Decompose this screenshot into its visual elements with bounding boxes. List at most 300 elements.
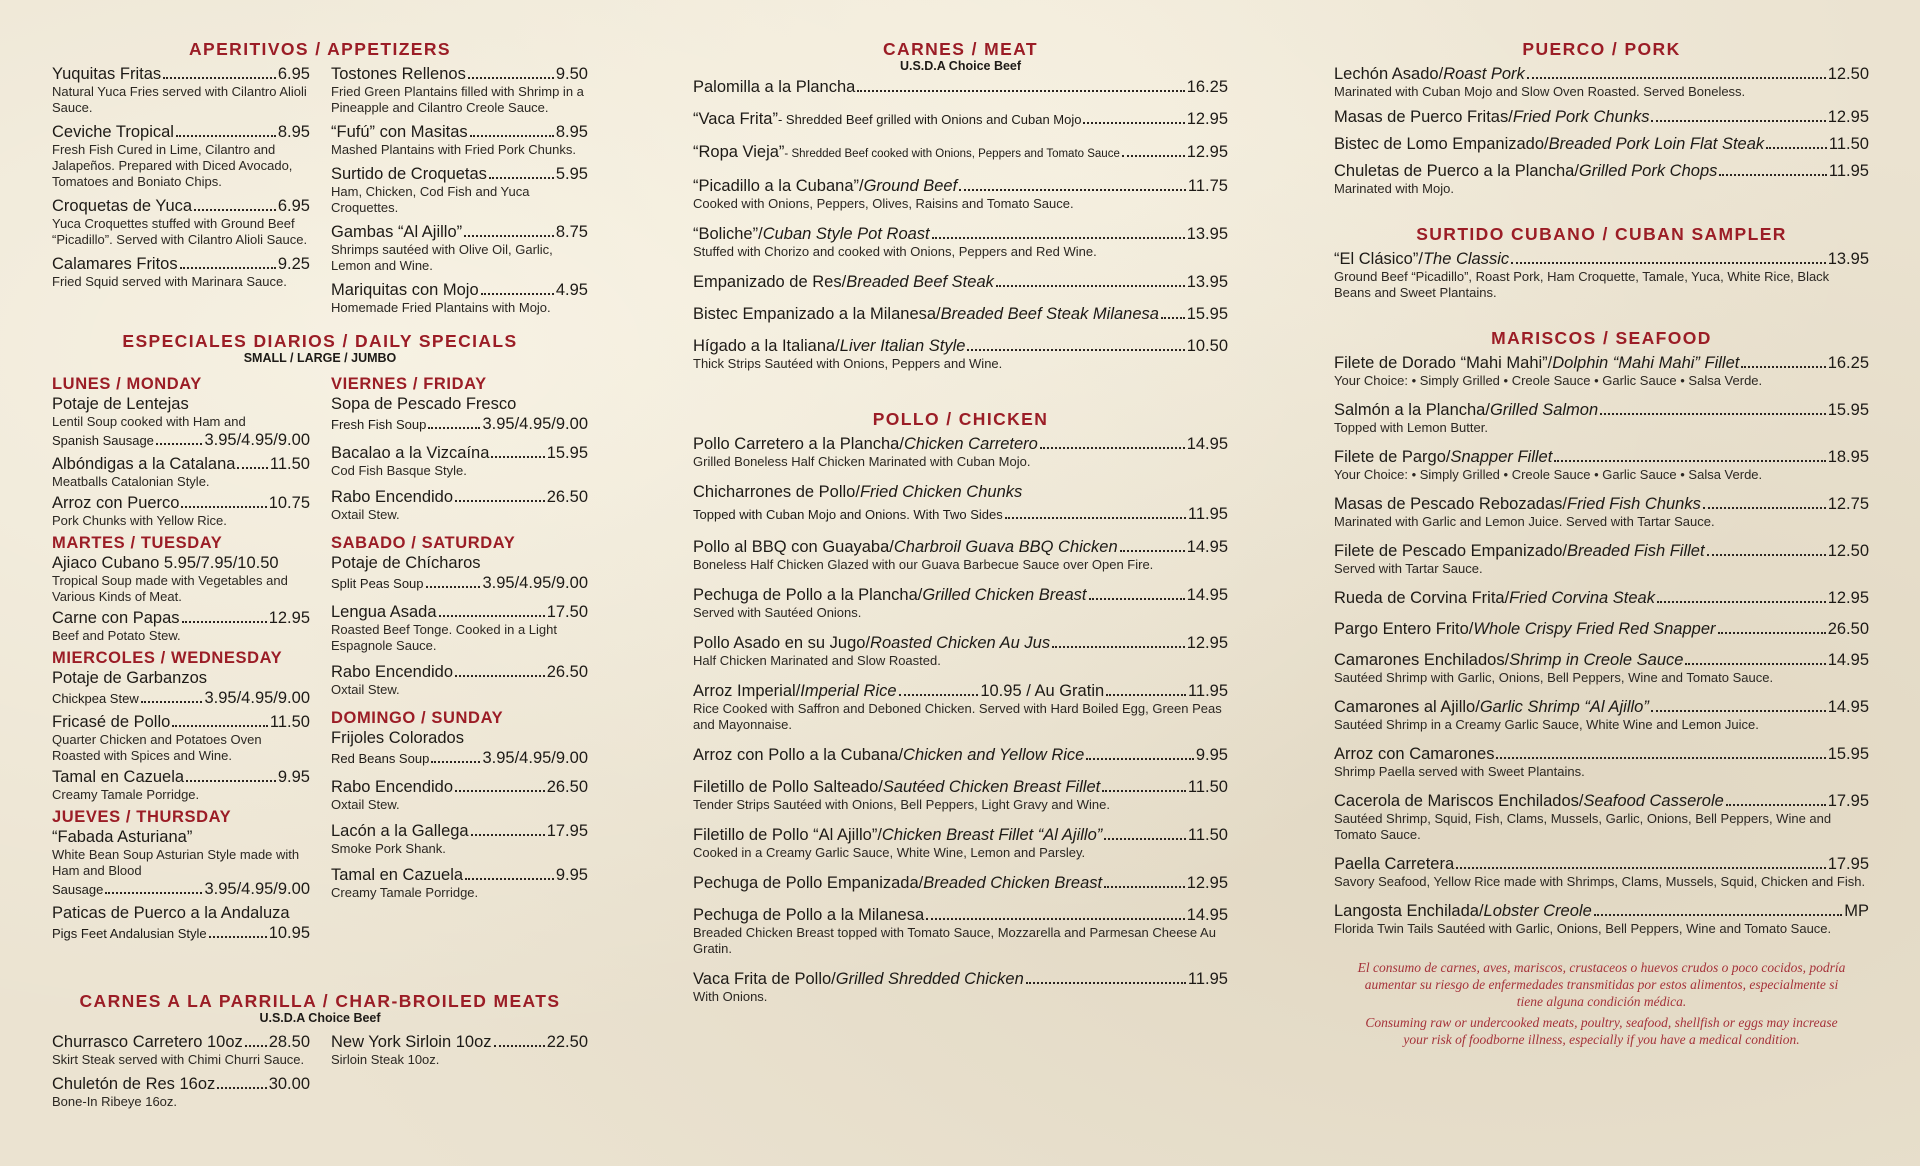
item-price: 28.50 <box>268 1033 310 1051</box>
menu-item-line <box>693 176 1228 196</box>
item-description: Ground Beef “Picadillo”, Roast Pork, Ham Croquette, Tamale, Yuca, White Rice, Black Beans and Sweet Plantains. <box>1334 269 1830 300</box>
item-price: 14.95 <box>1827 698 1869 716</box>
item-name-spanish: Lengua Asada <box>331 603 437 621</box>
item-inline-desc: - Shredded Beef grilled with Onions and Cuban Mojo <box>777 112 1082 127</box>
menu-item-line <box>693 969 1228 989</box>
item-inline-desc: - Shredded Beef cooked with Onions, Peppers and Tomato Sauce <box>784 148 1120 160</box>
item-name <box>52 493 179 513</box>
dot-leader <box>464 235 554 237</box>
menu-item-line <box>52 493 310 513</box>
item-price: 3.95/4.95/9.00 <box>204 431 310 449</box>
day-heading: MARTES / TUESDAY <box>52 534 223 552</box>
menu-item-line <box>1334 107 1869 127</box>
item-price: 6.95 <box>277 197 310 215</box>
menu-item-line <box>1334 619 1869 639</box>
item-name-spanish: Gambas “Al Ajillo” <box>331 223 463 241</box>
item-name-spanish: Churrasco Carretero 10oz <box>52 1033 243 1051</box>
item-description: Ham, Chicken, Cod Fish and Yuca Croquettes. <box>331 184 530 215</box>
menu-item <box>693 873 1228 893</box>
item-description: Grilled Boneless Half Chicken Marinated with Cuban Mojo. <box>693 454 1031 469</box>
item-price: 10.95 / Au Gratin <box>980 682 1105 700</box>
item-name-english: Grilled Salmon <box>1489 401 1599 419</box>
item-price: 17.95 <box>1827 855 1869 873</box>
item-name-spanish: “Picadillo a la Cubana”/ <box>693 177 864 195</box>
item-name <box>693 434 1038 454</box>
menu-item <box>52 827 310 879</box>
item-name-spanish: Frijoles Colorados <box>331 729 464 747</box>
dot-leader <box>439 615 545 617</box>
menu-item-line <box>1334 353 1869 373</box>
menu-item-line <box>1334 400 1869 420</box>
menu-item <box>693 272 1228 292</box>
item-name <box>331 280 479 300</box>
item-description: Boneless Half Chicken Glazed with our Guava Barbecue Sauce over Open Fire. <box>693 557 1154 572</box>
menu-item-line <box>1334 447 1869 467</box>
menu-item-line <box>52 454 310 474</box>
item-price: 12.50 <box>1827 65 1869 83</box>
menu-item <box>693 142 1228 164</box>
menu-item <box>52 879 310 900</box>
menu-item-line <box>331 64 588 84</box>
menu-item-line <box>693 585 1228 605</box>
dot-leader <box>1040 447 1185 449</box>
menu-item <box>331 821 588 857</box>
meat-list <box>693 77 1228 372</box>
item-price: 14.95 <box>1186 906 1228 924</box>
menu-item <box>693 504 1228 525</box>
menu-item-line <box>693 482 1228 502</box>
item-price: 11.50 <box>1187 778 1228 796</box>
item-name-spanish: Pollo Carretero a la Plancha/ <box>693 435 904 453</box>
dot-leader <box>494 1045 545 1047</box>
dot-leader <box>1104 838 1186 840</box>
item-name <box>52 923 207 944</box>
item-name <box>331 164 487 184</box>
item-description: Beef and Potato Stew. <box>52 628 181 643</box>
menu-item <box>52 923 310 944</box>
item-price: 26.50 <box>546 778 588 796</box>
dot-leader <box>1600 413 1826 415</box>
menu-item <box>52 668 310 688</box>
item-price: 12.50 <box>1827 542 1869 560</box>
item-description: Served with Tartar Sauce. <box>1334 561 1483 576</box>
menu-item-line <box>331 280 588 300</box>
item-name-spanish: Split Peas Soup <box>331 576 424 591</box>
item-description: White Bean Soup Asturian Style made with Ham and Blood <box>52 847 300 878</box>
dot-leader <box>1651 120 1825 122</box>
item-name <box>693 825 1102 845</box>
menu-item-line <box>331 865 588 885</box>
menu-item-line <box>52 122 310 142</box>
menu-item-line <box>331 443 588 463</box>
menu-item <box>693 681 1228 733</box>
day-heading: LUNES / MONDAY <box>52 375 202 393</box>
menu-item-line <box>52 1074 310 1094</box>
item-name <box>1334 249 1509 269</box>
menu-item <box>331 280 588 316</box>
menu-item-line <box>1334 161 1869 181</box>
item-name-spanish: Spanish Sausage <box>52 433 154 448</box>
item-description: With Onions. <box>693 989 768 1004</box>
dot-leader <box>1685 663 1825 665</box>
sampler-title: SURTIDO CUBANO / CUBAN SAMPLER <box>1416 224 1787 244</box>
item-price: 18.95 <box>1827 448 1869 466</box>
item-name-english: Breaded Chicken Breast <box>923 874 1103 892</box>
column-right <box>1334 36 1869 1048</box>
dot-leader <box>237 467 267 469</box>
item-price: 5.95 <box>555 165 588 183</box>
item-name <box>1334 650 1683 670</box>
menu-item <box>52 430 310 451</box>
item-name-spanish: Pigs Feet Andalusian Style <box>52 926 207 941</box>
menu-item <box>331 602 588 654</box>
item-note: Topped with Cuban Mojo and Onions. With Two Sides <box>693 507 1003 522</box>
item-name-spanish: Surtido de Croquetas <box>331 165 487 183</box>
item-name-english: Liver Italian Style <box>839 337 966 355</box>
menu-item-line <box>52 394 310 414</box>
item-price: 9.25 <box>277 255 310 273</box>
menu-item <box>1334 161 1869 197</box>
item-description: Served with Sautéed Onions. <box>693 605 862 620</box>
dot-leader <box>455 790 545 792</box>
menu-item-line <box>693 434 1228 454</box>
menu-item-line <box>1334 249 1869 269</box>
item-name-spanish: Bistec Empanizado a la Milanesa/ <box>693 305 941 323</box>
menu-item-line <box>331 487 588 507</box>
item-name <box>52 827 192 847</box>
item-name <box>693 873 1102 893</box>
menu-item <box>693 825 1228 861</box>
dot-leader <box>217 1087 266 1089</box>
item-description: Shrimps sautéed with Olive Oil, Garlic, Lemon and Wine. <box>331 242 553 273</box>
menu-item <box>52 196 310 248</box>
item-name-spanish: Fricasé de Pollo <box>52 713 171 731</box>
item-description: Savory Seafood, Yellow Rice made with Shrimps, Clams, Mussels, Squid, Chicken and Fish. <box>1334 874 1866 889</box>
item-name-spanish: Tostones Rellenos <box>331 65 466 83</box>
menu-item <box>52 493 310 529</box>
item-name-spanish: Filetillo de Pollo “Al Ajillo”/ <box>693 826 882 844</box>
item-price: 12.95 <box>1186 874 1228 892</box>
menu-item <box>52 254 310 290</box>
menu-item-line <box>331 777 588 797</box>
dot-leader <box>1456 867 1826 869</box>
menu-item <box>693 745 1228 765</box>
menu-item <box>1334 107 1869 127</box>
charbroiled-left <box>52 1032 310 1110</box>
item-price: 3.95/4.95/9.00 <box>204 880 310 898</box>
dot-leader <box>1707 554 1826 556</box>
item-name <box>331 64 466 84</box>
menu-item-line <box>1334 791 1869 811</box>
menu-item-line <box>693 336 1228 356</box>
item-description: Sautéed Shrimp in a Creamy Garlic Sauce, White Wine and Lemon Juice. <box>1334 717 1759 732</box>
appetizers-right <box>331 64 588 316</box>
item-name <box>331 728 464 748</box>
meat-title: CARNES / MEAT <box>883 39 1038 59</box>
dot-leader <box>468 77 554 79</box>
menu-item-line <box>52 64 310 84</box>
menu-item <box>693 777 1228 813</box>
dot-leader <box>1104 886 1185 888</box>
item-name-english: Breaded Beef Steak <box>846 273 994 291</box>
dot-leader <box>1005 517 1186 519</box>
item-price: 3.95/4.95/9.00 <box>482 415 588 433</box>
item-price: 16.25 <box>1186 78 1228 96</box>
item-name-spanish: Red Beans Soup <box>331 751 430 766</box>
menu-item <box>331 573 588 594</box>
item-description: Natural Yuca Fries served with Cilantro Alioli Sauce. <box>52 84 307 115</box>
item-name-spanish: Vaca Frita de Pollo/ <box>693 970 836 988</box>
item-name <box>52 712 170 732</box>
item-name-spanish: Lechón Asado/ <box>1334 65 1444 83</box>
item-price: 13.95 <box>1186 225 1228 243</box>
item-name <box>52 767 184 787</box>
item-description: Oxtail Stew. <box>331 682 400 697</box>
menu-item-line <box>331 553 588 573</box>
item-name <box>52 430 154 451</box>
item-name <box>693 633 1050 653</box>
item-price: 8.95 <box>277 123 310 141</box>
item-price: 12.95 <box>268 609 310 627</box>
item-price: 11.95 <box>1187 505 1228 523</box>
dot-leader <box>105 892 202 894</box>
item-name <box>1334 901 1592 921</box>
item-name-spanish: Arroz Imperial/ <box>693 682 801 700</box>
dot-leader <box>967 349 1184 351</box>
menu-item <box>331 777 588 813</box>
item-name <box>1334 541 1705 561</box>
item-name-spanish: Sausage <box>52 882 104 897</box>
menu-item-line <box>52 553 310 573</box>
warning-spanish: El consumo de carnes, aves, mariscos, crustaceos o huevos crudos o poco cocidos, podría aumentar su riesgo de enfermedades transmitidas por estos alimentos, especialmente si tiene alguna condición médica. <box>1357 960 1846 1009</box>
menu-item-line <box>693 873 1228 893</box>
menu-item <box>331 728 588 748</box>
item-name <box>693 304 1159 324</box>
menu-item-line <box>331 821 588 841</box>
item-name <box>1334 447 1552 467</box>
menu-item-line <box>331 1032 588 1052</box>
day-heading: JUEVES / THURSDAY <box>52 808 232 826</box>
item-name-english: Fried Chicken Chunks <box>859 483 1023 501</box>
item-name-spanish: Palomilla a la Plancha <box>693 78 856 96</box>
menu-item <box>693 224 1228 260</box>
menu-item <box>693 969 1228 1005</box>
dot-leader <box>1083 122 1184 124</box>
item-price: 12.95 <box>1186 634 1228 652</box>
dot-leader <box>172 725 268 727</box>
item-name <box>52 196 192 216</box>
item-name <box>693 77 855 97</box>
dot-leader <box>1026 982 1186 984</box>
menu-item <box>52 688 310 709</box>
item-name-english: Roasted Chicken Au Jus <box>870 634 1051 652</box>
item-name-spanish: Camarones al Ajillo/ <box>1334 698 1480 716</box>
menu-item <box>331 865 588 901</box>
item-name-spanish: Salmón a la Plancha/ <box>1334 401 1490 419</box>
sampler-list <box>1334 249 1869 301</box>
item-price: 13.95 <box>1827 250 1869 268</box>
menu-item <box>52 767 310 803</box>
item-price: 15.95 <box>1827 745 1869 763</box>
menu-item-line <box>693 504 1228 525</box>
menu-item <box>693 109 1228 130</box>
menu-item-line <box>52 879 310 900</box>
item-price: 12.95 <box>1186 143 1228 161</box>
item-name <box>1334 353 1739 373</box>
item-name-spanish: Yuquitas Fritas <box>52 65 162 83</box>
menu-item-line <box>331 602 588 622</box>
item-name <box>693 969 1024 989</box>
dot-leader <box>1594 914 1842 916</box>
item-name <box>693 176 957 196</box>
item-name-english: Ground Beef <box>863 177 958 195</box>
item-price: 26.50 <box>1827 620 1869 638</box>
menu-item-line <box>52 827 310 847</box>
item-name-english: Dolphin “Mahi Mahi” Fillet <box>1552 354 1740 372</box>
item-name <box>52 668 207 688</box>
menu-item <box>1334 134 1869 154</box>
dot-leader <box>857 90 1184 92</box>
menu-item-line <box>693 304 1228 324</box>
menu-item <box>1334 854 1869 890</box>
item-name <box>1334 134 1764 154</box>
dot-leader <box>1052 646 1185 648</box>
menu-item-line <box>52 688 310 709</box>
menu-item-line <box>331 122 588 142</box>
item-name <box>331 553 481 573</box>
item-description: Marinated with Mojo. <box>1334 181 1454 196</box>
item-price-gratin: 11.95 <box>1187 682 1229 700</box>
menu-item <box>1334 249 1869 301</box>
item-price: 14.95 <box>1186 435 1228 453</box>
charbroiled-title: CARNES A LA PARRILLA / CHAR-BROILED MEATS <box>79 991 561 1011</box>
item-name <box>331 122 468 142</box>
item-price: 8.95 <box>555 123 588 141</box>
item-name-spanish: Lacón a la Gallega <box>331 822 469 840</box>
dot-leader <box>455 675 545 677</box>
menu-item-line <box>52 430 310 451</box>
item-name-english: Breaded Pork Loin Flat Steak <box>1548 135 1765 153</box>
item-name-spanish: Rabo Encendido <box>331 488 454 506</box>
item-name <box>331 394 516 414</box>
item-name-spanish: “Ropa Vieja” <box>693 143 785 161</box>
menu-item <box>52 122 310 190</box>
item-description: Fried Squid served with Marinara Sauce. <box>52 274 287 289</box>
item-price: 9.95 <box>1195 746 1228 764</box>
item-name-spanish: Pechuga de Pollo a la Milanesa <box>693 906 925 924</box>
item-description: Your Choice: • Simply Grilled • Creole Sauce • Garlic Sauce • Salsa Verde. <box>1334 373 1763 388</box>
item-name-english: Chicken Breast Fillet “Al Ajillo” <box>881 826 1103 844</box>
menu-item-line <box>52 767 310 787</box>
chicken-list <box>693 434 1228 1005</box>
day-heading: SABADO / SATURDAY <box>331 534 516 552</box>
item-name <box>693 777 1100 797</box>
item-name <box>693 224 930 244</box>
item-name-english: Whole Crispy Fried Red Snapper <box>1473 620 1716 638</box>
item-name <box>331 573 424 594</box>
item-price: 12.75 <box>1827 495 1869 513</box>
dot-leader <box>163 77 276 79</box>
item-description: Fried Green Plantains filled with Shrimp in a Pineapple and Cilantro Creole Sauce. <box>331 84 584 115</box>
item-price: 17.95 <box>1827 792 1869 810</box>
item-name-english: Fried Fish Chunks <box>1566 495 1701 513</box>
item-name-spanish: Ceviche Tropical <box>52 123 174 141</box>
item-name-english: Snapper Fillet <box>1450 448 1553 466</box>
item-name <box>331 602 437 622</box>
item-description: Lentil Soup cooked with Ham and <box>52 414 246 429</box>
item-name-spanish: “Fabada Asturiana” <box>52 828 193 846</box>
menu-item <box>331 748 588 769</box>
menu-item <box>1334 744 1869 780</box>
dot-leader <box>209 936 267 938</box>
item-description: Breaded Chicken Breast topped with Tomato Sauce, Mozzarella and Parmesan Cheese Au Gratin. <box>693 925 1216 956</box>
menu-item-line <box>331 748 588 769</box>
item-price: 11.50 <box>1187 826 1228 844</box>
item-name <box>693 585 1087 605</box>
item-name <box>331 821 469 841</box>
item-description: Yuca Croquettes stuffed with Ground Beef “Picadillo”. Served with Cilantro Alioli Sauce. <box>52 216 308 247</box>
dot-leader <box>1718 632 1826 634</box>
dot-leader <box>491 456 544 458</box>
item-name-spanish: Rabo Encendido <box>331 778 454 796</box>
dot-leader <box>141 701 203 703</box>
menu-item <box>52 394 310 430</box>
item-name-spanish: New York Sirloin 10oz <box>331 1033 492 1051</box>
item-name <box>331 443 489 463</box>
item-name-english: Sautéed Chicken Breast Fillet <box>882 778 1101 796</box>
item-price: 11.50 <box>1828 135 1869 153</box>
daily-specials-subtitle: SMALL / LARGE / JUMBO <box>243 351 397 365</box>
menu-item-line <box>1334 901 1869 921</box>
menu-item <box>52 553 310 605</box>
dot-leader <box>426 586 481 588</box>
menu-item-line <box>52 668 310 688</box>
item-name <box>1334 494 1701 514</box>
item-name-spanish: “Boliche”/ <box>693 225 763 243</box>
item-name-english: Grilled Chicken Breast <box>922 586 1087 604</box>
item-description: Marinated with Garlic and Lemon Juice. Served with Tartar Sauce. <box>1334 514 1715 529</box>
menu-item-line <box>693 905 1228 925</box>
item-name <box>331 487 453 507</box>
item-name <box>693 537 1118 557</box>
item-name-english: Shrimp in Creole Sauce <box>1509 651 1684 669</box>
dot-leader <box>180 267 276 269</box>
item-name <box>52 879 103 900</box>
item-price: 16.25 <box>1827 354 1869 372</box>
dot-leader <box>470 135 554 137</box>
item-name-spanish: Arroz con Puerco <box>52 494 180 512</box>
item-price: 26.50 <box>546 488 588 506</box>
pork-list <box>1334 64 1869 197</box>
item-price: 10.50 <box>1186 337 1228 355</box>
item-name <box>693 272 994 292</box>
item-name <box>52 254 178 274</box>
item-name <box>693 681 897 701</box>
dot-leader <box>1120 550 1185 552</box>
item-name <box>52 64 161 84</box>
item-name-spanish: Tamal en Cazuela <box>52 768 185 786</box>
menu-item-line <box>331 573 588 594</box>
item-price: 14.95 <box>1186 586 1228 604</box>
menu-item <box>1334 494 1869 530</box>
dot-leader <box>1741 366 1825 368</box>
dot-leader <box>899 694 979 696</box>
item-name <box>52 122 174 142</box>
menu-item <box>1334 650 1869 686</box>
item-name-spanish: Chuletas de Puerco a la Plancha/ <box>1334 162 1579 180</box>
item-price: 30.00 <box>268 1075 310 1093</box>
item-name-spanish: Hígado a la Italiana/ <box>693 337 840 355</box>
